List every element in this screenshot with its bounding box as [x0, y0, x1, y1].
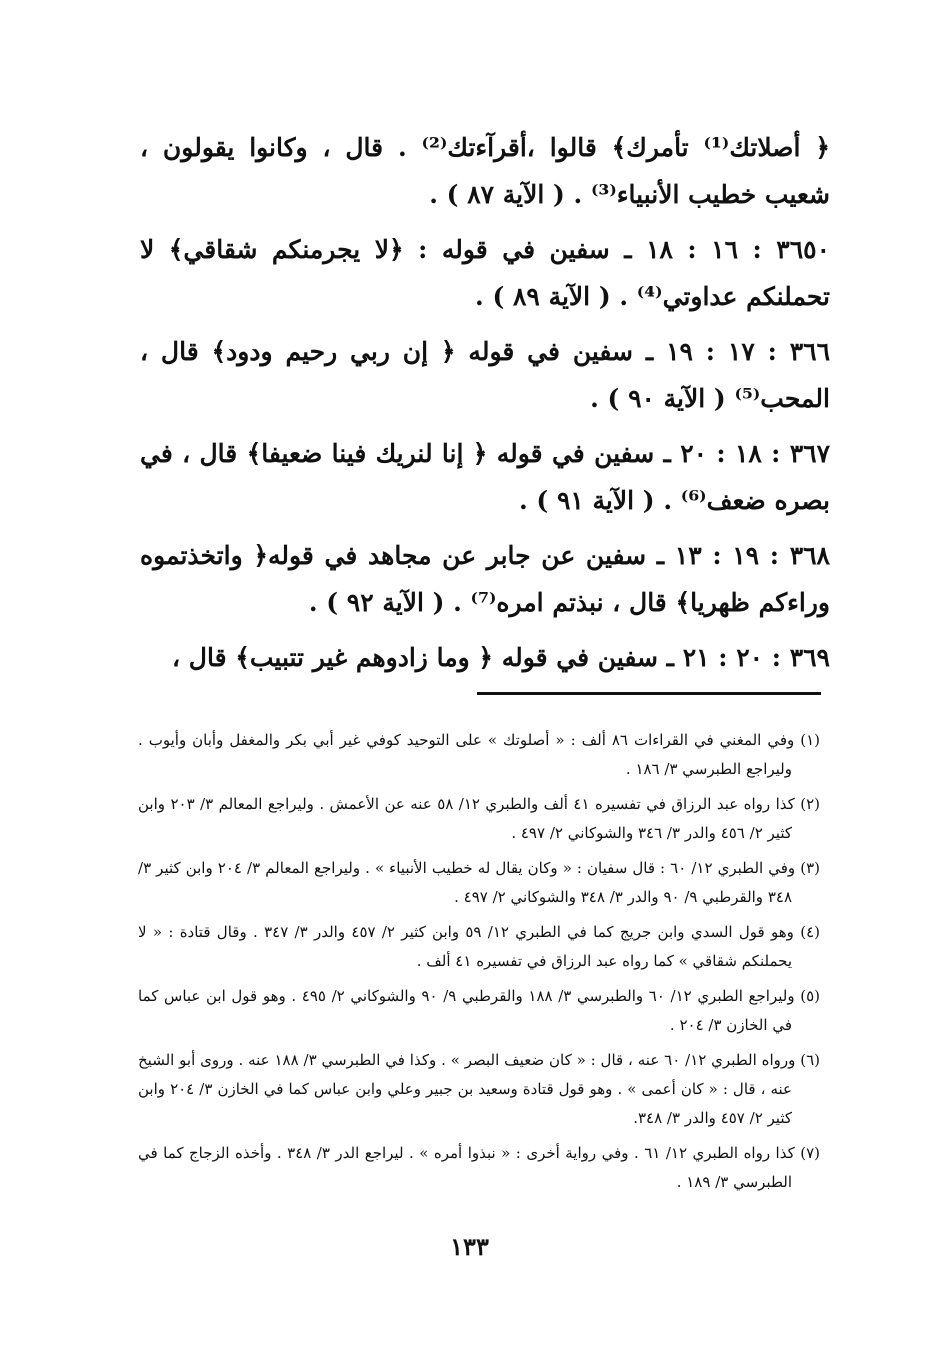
paragraph-1: ﴿ أصلاتك⁽¹⁾ تأمرك﴾ قالوا ،أقرآءتك⁽²⁾ . قال ، وكانوا يقولون ، شعيب خطيب الأنبياء⁽³⁾ . ( الآية ٨٧ ) .	[140, 133, 830, 209]
footnote-2: (٢) كذا رواه عبد الرزاق في تفسيره ٤١ ألف والطبري ١٢/ ٥٨ عنه عن الأعمش . وليراجع المعالم ٣/ ٢٠٣ وابن كثير ٢/ ٤٥٦ والدر ٣/ ٣٤٦ والشوكاني ٢/ ٤٩٧ .	[138, 795, 820, 842]
page-number: ١٣٣	[450, 1232, 489, 1261]
footnotes	[138, 726, 820, 1203]
paragraph-4: ٣٦٧ : ١٨ : ٢٠ ـ سفين في قوله ﴿ إنا لنريك فينا ضعيفا﴾ قال ، في بصره ضعف⁽⁶⁾ . ( الآية ٩١ ) .	[140, 439, 831, 515]
footnote-separator	[477, 692, 821, 695]
footnote-5: (٥) وليراجع الطبري ١٢/ ٦٠ والطبرسي ٣/ ١٨٨ والقرطبي ٩/ ٩٠ والشوكاني ٢/ ٤٩٥ . وهو قول ابن عباس كما في الخازن ٣/ ٢٠٤ .	[138, 987, 820, 1034]
main-text	[140, 124, 830, 689]
footnote-4: (٤) وهو قول السدي وابن جريج كما في الطبري ١٢/ ٥٩ وابن كثير ٢/ ٤٥٧ والدر ٣/ ٣٤٧ . وقال قتادة : « لا يحملنكم شقاقي » كما رواه عبد الرزاق في تفسيره ٤١ ألف .	[138, 923, 820, 970]
footnote-3: (٣) وفي الطبري ١٢/ ٦٠ : قال سفيان : « وكان يقال له خطيب الأنبياء » . وليراجع المعالم ٣/ ٢٠٤ وابن كثير ٣/ ٣٤٨ والقرطبي ٩/ ٩٠ والدر ٣/ ٣٤٨ والشوكاني ٢/ ٤٩٧ .	[138, 859, 820, 906]
paragraph-6: ٣٦٩ : ٢٠ : ٢١ ـ سفين في قوله ﴿ وما زادوهم غير تتبيب﴾ قال ،	[172, 643, 830, 672]
footnote-1: (١) وفي المغني في القراءات ٨٦ ألف : « أصلوتك » على التوحيد كوفي غير أبي بكر والمغفل وأبان وأيوب . وليراجع الطبرسي ٣/ ١٨٦ .	[138, 731, 820, 778]
footnote-6: (٦) ورواه الطبري ١٢/ ٦٠ عنه ، قال : « كان ضعيف البصر » . وكذا في الطبرسي ٣/ ١٨٨ عنه . وروى أبو الشيخ عنه ، قال : « كان أعمى » . وهو قول قتادة وسعيد بن جبير وعلي وابن عباس كما في الخازن ٣/ ٢٠٤ وابن كثير ٢/ ٤٥٧ والدر ٣/ ٣٤٨.	[138, 1051, 821, 1127]
paragraph-3: ٣٦٦ : ١٧ : ١٩ ـ سفين في قوله ﴿ إن ربي رحيم ودود﴾ قال ، المحب⁽⁵⁾ ( الآية ٩٠ ) .	[140, 337, 831, 413]
footnote-7: (٧) كذا رواه الطبري ١٢/ ٦١ . وفي رواية أخرى : « نبذوا أمره » . ليراجع الدر ٣/ ٣٤٨ . وأخذه الزجاج كما في الطبرسي ٣/ ١٨٩ .	[138, 1144, 820, 1191]
paragraph-2: ٣٦٥٠ : ١٦ : ١٨ ـ سفين في قوله : ﴿لا يجرمنكم شقاقي﴾ لا تحملنكم عداوتي⁽⁴⁾ . ( الآية ٨٩ ) .	[140, 235, 830, 311]
paragraph-5: ٣٦٨ : ١٩ : ١٣ ـ سفين عن جابر عن مجاهد في قوله﴿ واتخذتموه وراءكم ظهريا﴾ قال ، نبذتم امره⁽⁷⁾ . ( الآية ٩٢ ) .	[140, 541, 830, 617]
